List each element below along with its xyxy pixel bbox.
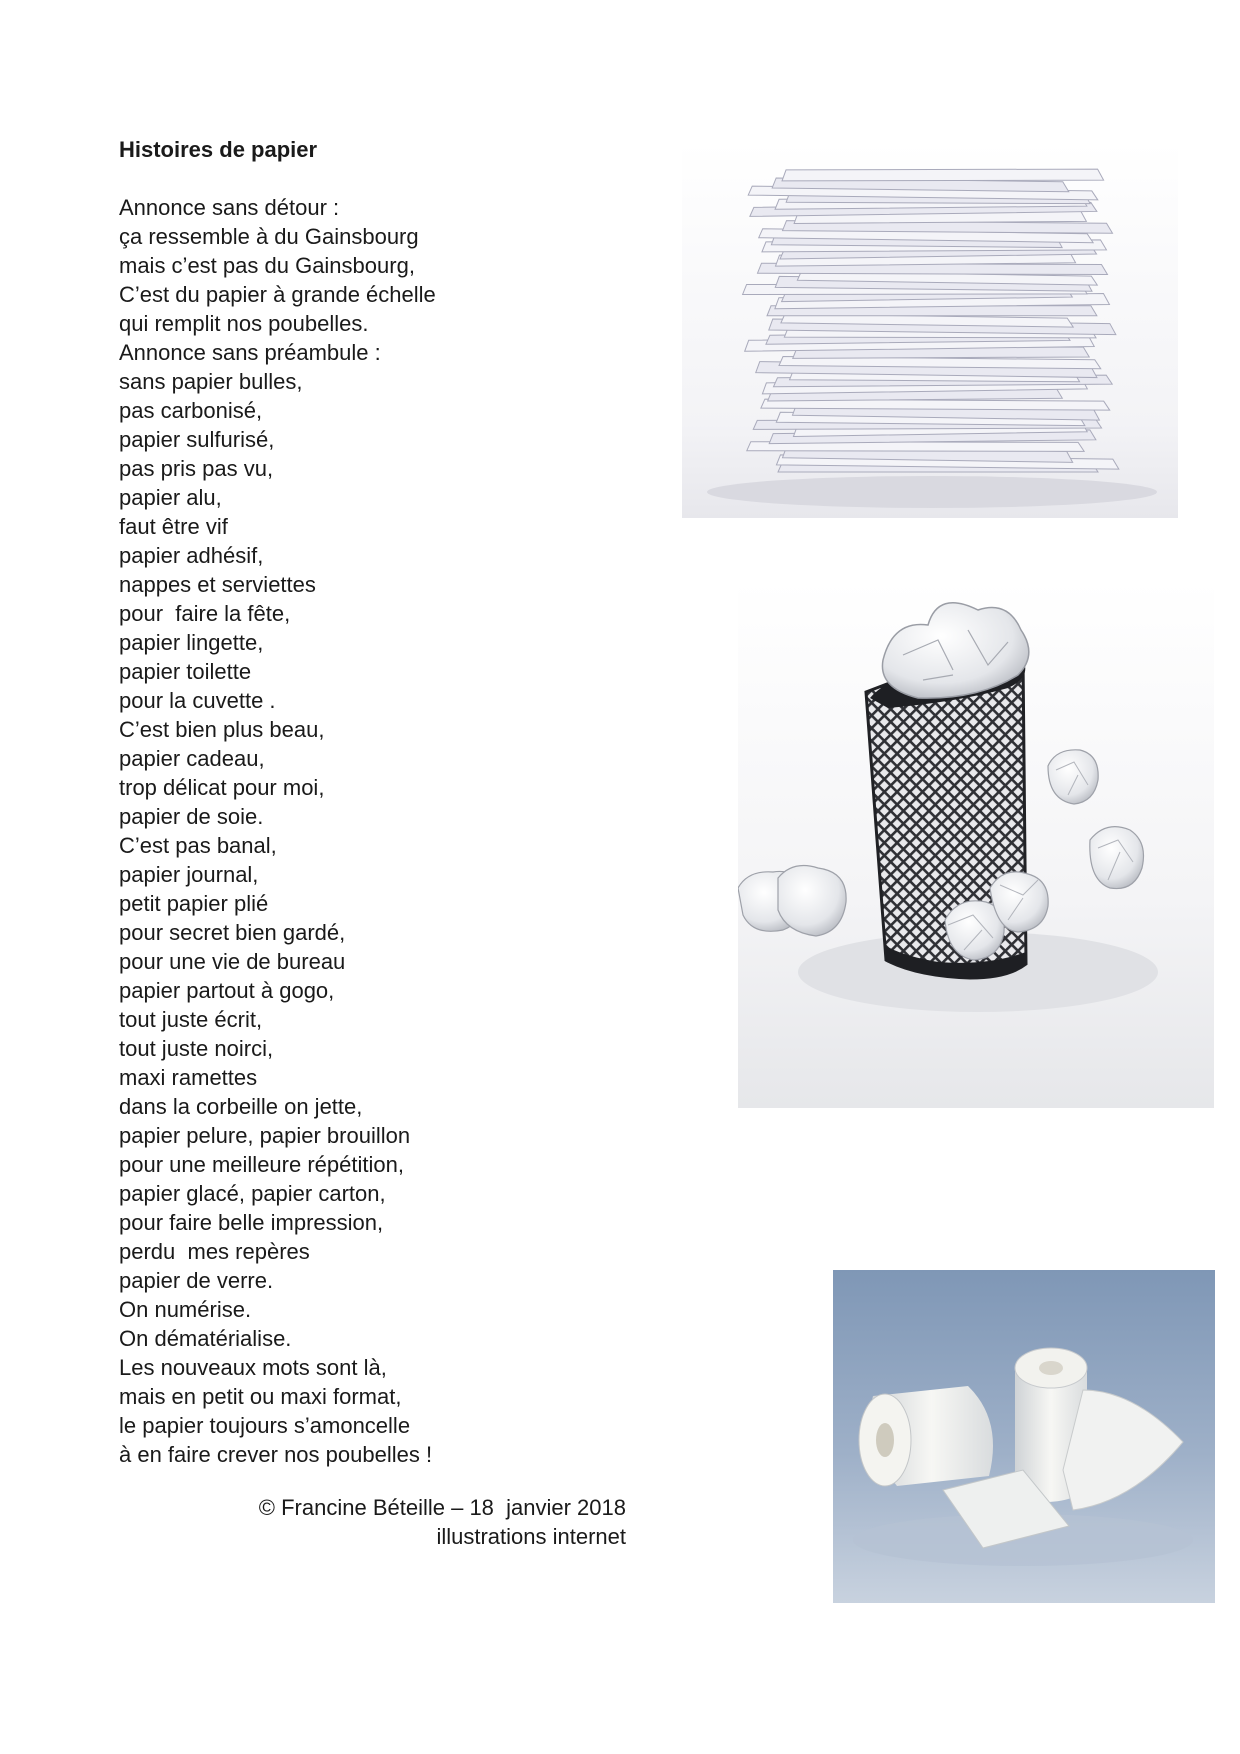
poem-line: pour faire la fête, (119, 601, 291, 626)
poem-line: papier alu, (119, 485, 222, 510)
poem-line: C’est pas banal, (119, 833, 277, 858)
poem-line: nappes et serviettes (119, 572, 316, 597)
toilet-rolls-image (833, 1270, 1215, 1603)
poem-line: papier lingette, (119, 630, 264, 655)
poem-line: le papier toujours s’amoncelle (119, 1413, 411, 1438)
poem-line: papier sulfurisé, (119, 427, 275, 452)
poem-line: papier cadeau, (119, 746, 265, 771)
poem-line: mais c’est pas du Gainsbourg, (119, 253, 415, 278)
poem-line: dans la corbeille on jette, (119, 1094, 363, 1119)
wastebasket-image (738, 580, 1214, 1108)
poem-line: On numérise. (119, 1297, 252, 1322)
copyright-line: © Francine Béteille – 18 janvier 2018 (258, 1495, 626, 1520)
poem-line: faut être vif (119, 514, 228, 539)
poem-line: papier de soie. (119, 804, 264, 829)
poem-line: Annonce sans préambule : (119, 340, 381, 365)
poem-line: C’est du papier à grande échelle (119, 282, 436, 307)
poem-line: pour une meilleure répétition, (119, 1152, 404, 1177)
poem-line: tout juste écrit, (119, 1007, 263, 1032)
poem-line: papier pelure, papier brouillon (119, 1123, 411, 1148)
poem-line: tout juste noirci, (119, 1036, 274, 1061)
poem-line: pour secret bien gardé, (119, 920, 346, 945)
poem-body (119, 193, 436, 1469)
poem-line: pour faire belle impression, (119, 1210, 384, 1235)
poem-line: maxi ramettes (119, 1065, 258, 1090)
poem-line: pas carbonisé, (119, 398, 263, 423)
poem-line: On dématérialise. (119, 1326, 292, 1351)
credit-block (200, 1493, 626, 1551)
poem-line: ça ressemble à du Gainsbourg (119, 224, 419, 249)
poem-line: pas pris pas vu, (119, 456, 274, 481)
poem-line: pour la cuvette . (119, 688, 276, 713)
poem-line: mais en petit ou maxi format, (119, 1384, 402, 1409)
poem-line: perdu mes repères (119, 1239, 310, 1264)
poem-line: sans papier bulles, (119, 369, 303, 394)
poem-line: à en faire crever nos poubelles ! (119, 1442, 433, 1467)
poem-title: Histoires de papier (119, 137, 318, 162)
poem-line: papier glacé, papier carton, (119, 1181, 386, 1206)
poem-line: petit papier plié (119, 891, 269, 916)
poem-line: papier adhésif, (119, 543, 264, 568)
poem-line: qui remplit nos poubelles. (119, 311, 369, 336)
poem-line: Les nouveaux mots sont là, (119, 1355, 387, 1380)
poem-line: C’est bien plus beau, (119, 717, 325, 742)
illustrations-credit: illustrations internet (436, 1524, 626, 1549)
poem-line: papier journal, (119, 862, 259, 887)
poem-line: papier de verre. (119, 1268, 274, 1293)
paper-stack-image (682, 142, 1178, 518)
poem-line: papier partout à gogo, (119, 978, 335, 1003)
poem-line: papier toilette (119, 659, 252, 684)
poem-line: pour une vie de bureau (119, 949, 346, 974)
poem-line: trop délicat pour moi, (119, 775, 325, 800)
poem-line: Annonce sans détour : (119, 195, 340, 220)
